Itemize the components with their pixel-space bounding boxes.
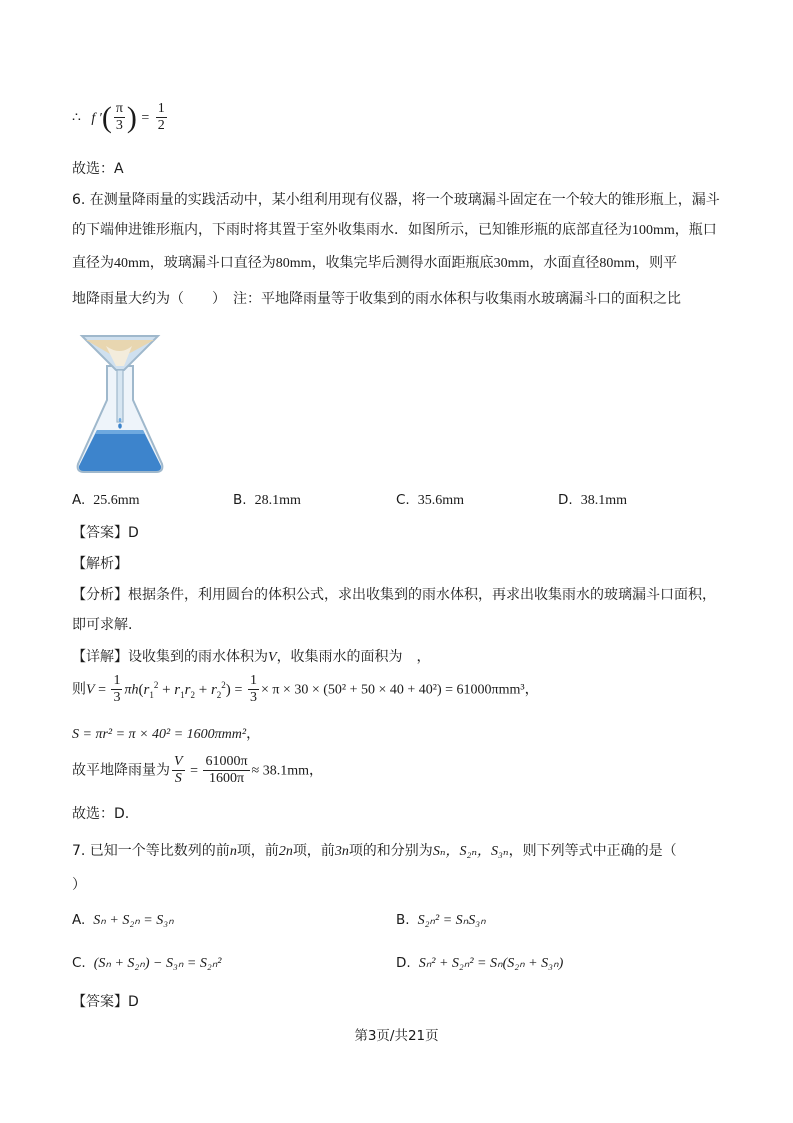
- fraction-one-half: $\frac{1}{2}$: [157, 100, 165, 133]
- q6-xiangjie: 【详解】设收集到的雨水体积为V，收集雨水的面积为 ，: [72, 649, 431, 665]
- prev-conclusion: [72, 98, 731, 142]
- prev-select: 故选：A: [72, 161, 124, 177]
- q6-line2: 的下端伸进锥形瓶内，下雨时将其置于室外收集雨水．如图所示，已知锥形瓶的底部直径为100mm，瓶口: [72, 222, 717, 238]
- q7-answer: 【答案】D: [72, 994, 139, 1010]
- q6-eq-rainfall: 故平地降雨量为 $\frac{V}{S}$ = $\frac{61000\pi}{1600\pi}$ ≈ 38.1mm，: [72, 754, 324, 787]
- q6-option-b[interactable]: B. 28.1mm: [233, 492, 301, 508]
- flask-funnel-image: [72, 330, 168, 475]
- q6-line1: 6. 在测量降雨量的实践活动中，某小组利用现有仪器，将一个玻璃漏斗固定在一个较大的锥形瓶上，漏斗: [72, 192, 720, 208]
- q6-line3: 直径为40mm，玻璃漏斗口直径为80mm，收集完毕后测得水面距瓶底30mm，水面直径80mm，则平: [72, 255, 678, 271]
- q6-line4: 地降雨量大约为（ ） 注：平地降雨量等于收集到的雨水体积与收集雨水玻璃漏斗口的面积之比: [72, 291, 681, 307]
- q7-option-c[interactable]: C. (Sₙ + S₂ₙ) − S₃ₙ = S₂ₙ²: [72, 955, 222, 971]
- function-f-prime: f ′: [91, 110, 102, 126]
- q6-option-c[interactable]: C. 35.6mm: [396, 492, 464, 508]
- q7-option-a[interactable]: A. Sₙ + S₂ₙ = S₃ₙ: [72, 912, 174, 928]
- q7-option-b[interactable]: B. S₂ₙ² = SₙS₃ₙ: [396, 912, 486, 928]
- q6-option-d[interactable]: D. 38.1mm: [558, 492, 627, 508]
- therefore-symbol: ∴: [72, 110, 81, 126]
- fraction-pi-over-3: $\frac{\pi}{3}$: [115, 100, 123, 133]
- q6-select: 故选：D.: [72, 806, 130, 822]
- q7-line1: 7. 已知一个等比数列的前n项，前2n项，前3n项的和分别为Sₙ，S₂ₙ，S₃ₙ，则下列等式中正确的是（: [72, 843, 677, 859]
- funnel-stem: [117, 370, 123, 422]
- q6-fenxi-2: 即可求解.: [72, 617, 133, 633]
- paren-left: (: [101, 101, 112, 134]
- q6-eq-area: S = πr² = π × 40² = 1600πmm²，: [72, 727, 261, 742]
- q6-option-a[interactable]: A. 25.6mm: [72, 492, 140, 508]
- q7-line2: ）: [72, 877, 86, 893]
- flask-funnel-illustration: [72, 330, 168, 475]
- equals-sign: =: [141, 110, 150, 126]
- q6-fenxi: 【分析】根据条件，利用圆台的体积公式，求出收集到的雨水体积，再求出收集雨水的玻璃漏斗口面积，: [72, 587, 716, 603]
- q6-analysis-title: 【解析】: [72, 556, 128, 572]
- q7-option-d[interactable]: D. Sₙ² + S₂ₙ² = Sₙ(S₂ₙ + S₃ₙ): [396, 955, 564, 971]
- q6-eq-volume: 则V = $\frac{1}{3}$ $\pi h(r_1^2 + r_1r_2 + r_2^2)$ = $\frac{1}{3}$ × π × 30 × (50² + 50 × 40 + 40²) = 61000πmm³，: [72, 673, 539, 706]
- page-footer: 第3页/共21页: [354, 1028, 439, 1044]
- q6-answer: 【答案】D: [72, 525, 139, 541]
- paren-right: ): [126, 101, 137, 134]
